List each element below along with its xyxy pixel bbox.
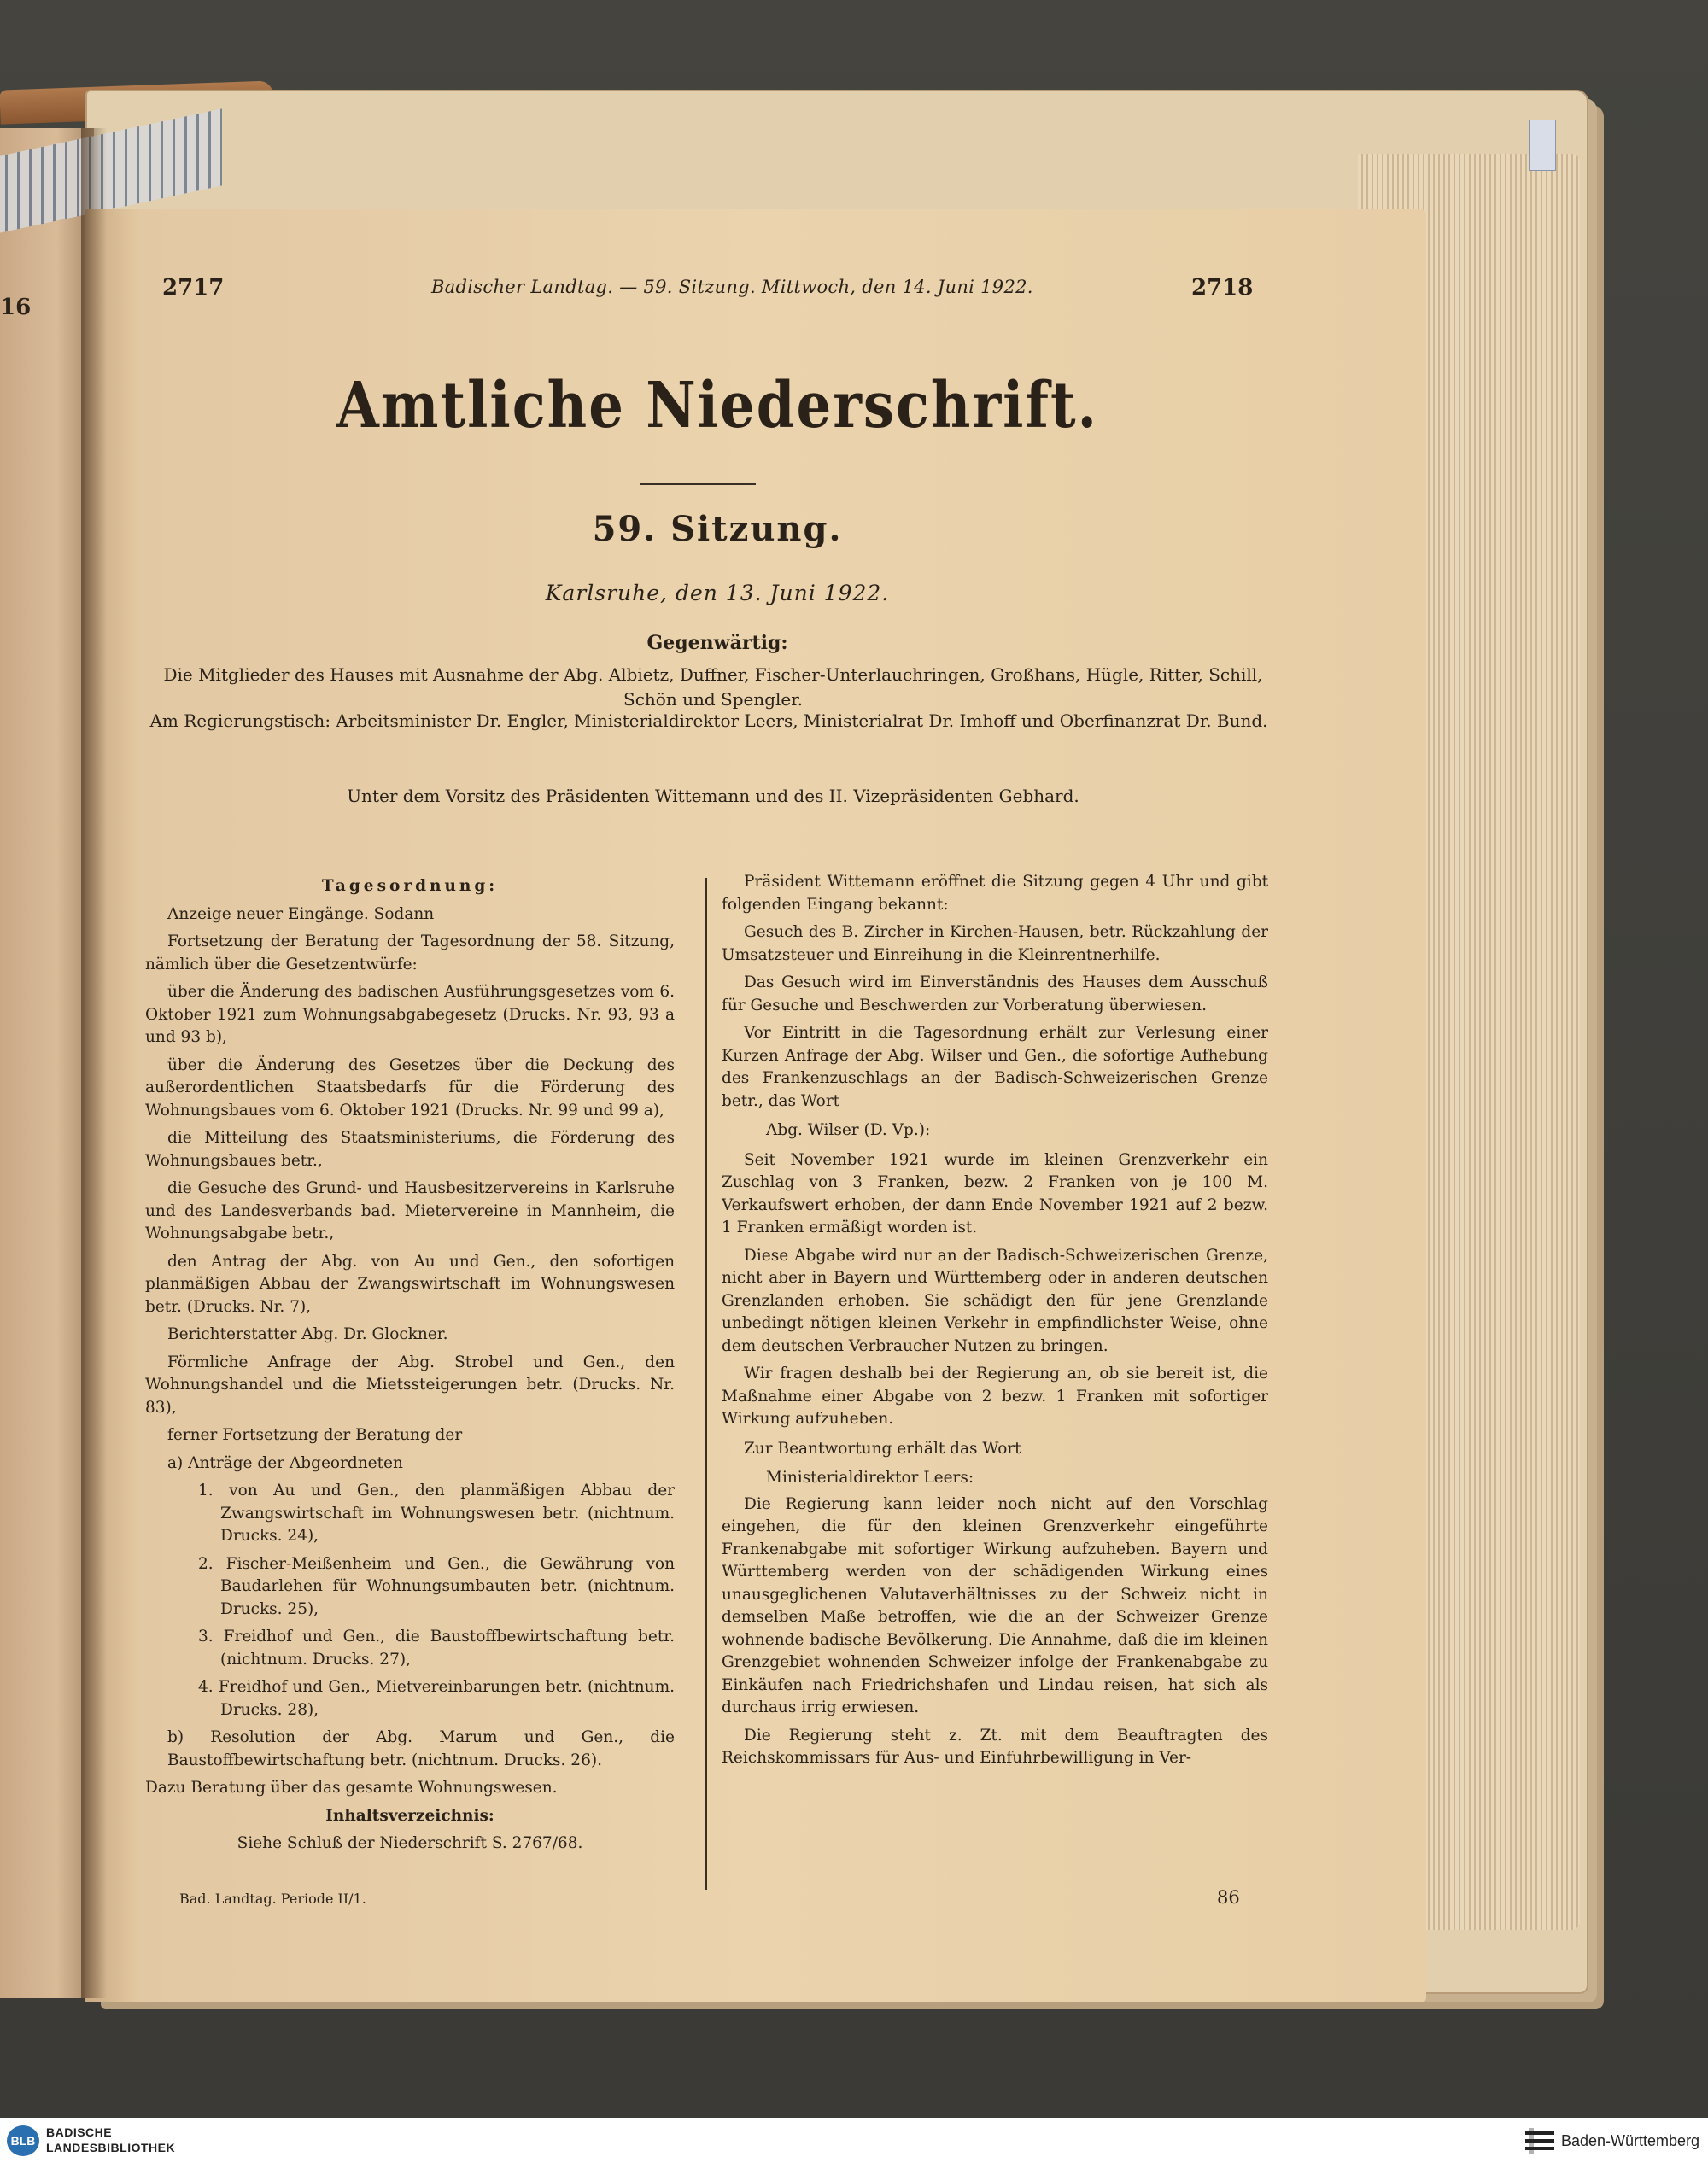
minutes-paragraph: Präsident Wittemann eröffnet die Sitzung gegen 4 Uhr und gibt folgenden Eingang bekannt:: [722, 873, 1268, 914]
agenda-paragraph: die Gesuche des Grund- und Hausbesitzervereins in Karlsruhe und des Landesverbands bad. Mietervereine in Mannheim, die Wohnungsabgabe betr.,: [145, 1179, 675, 1242]
agenda-paragraph: Berichterstatter Abg. Dr. Glockner.: [167, 1325, 448, 1343]
minutes-paragraph: Diese Abgabe wird nur an der Badisch-Schweizerischen Grenze, nicht aber in Bayern und Württemberg oder in anderen deutschen Grenzlanden erhoben. Sie schädigt den für jene Grenzlande unbedingt nötigen kleinen Verkehr in empfindlichster Weise, ohne dem deutschen Verbraucher Nutzen zu bringen.: [722, 1246, 1268, 1355]
minutes-paragraph: Das Gesuch wird im Einverständnis des Hauses dem Ausschuß für Gesuche und Beschwerden zur Vorberatung überwiesen.: [722, 973, 1268, 1014]
agenda-paragraph: über die Änderung des badischen Ausführungsgesetzes vom 6. Oktober 1921 zum Wohnungsabgabegesetz (Drucks. Nr. 93, 93 a und 93 b),: [145, 983, 675, 1046]
agenda-list-item: 3. Freidhof und Gen., die Baustoffbewirtschaftung betr. (nichtnum. Drucks. 27),: [198, 1628, 675, 1669]
agenda-list-item: 1. von Au und Gen., den planmäßigen Abbau der Zwangswirtschaft im Wohnungswesen betr. (nichtnum. Drucks. 24),: [198, 1482, 675, 1545]
page-number-right: 2718: [1191, 275, 1254, 301]
agenda-paragraph: ferner Fortsetzung der Beratung der: [167, 1426, 463, 1444]
page-number-left: 2717: [162, 275, 225, 301]
state-name: Baden-Württemberg: [1561, 2132, 1700, 2149]
right-column: [722, 871, 1268, 1775]
column-divider: [705, 878, 707, 1890]
agenda-paragraph: Anzeige neuer Eingänge. Sodann: [167, 904, 435, 923]
agenda-list-item: b) Resolution der Abg. Marum und Gen., die Baustoffbewirtschaftung betr. (nichtnum. Drucks. 26).: [167, 1728, 675, 1769]
session-heading: 59. Sitzung.: [592, 509, 843, 549]
minutes-paragraph: Die Regierung kann leider noch nicht auf den Vorschlag eingehen, die für den kleinen Grenzverkehr eingeführte Frankenabgabe mit sofortiger Wirkung aufzuheben. Bayern und Württemberg werden von der schädigenden Wirkung eines unausgeglichenen Valutaverhältnisses zu der Schweiz nicht in demselben Maße betroffen, wie die an der Schweizer Grenze wohnende badische Bevölkerung. Die Annahme, daß die im kleinen Grenzgebiet wohnenden Schweizer infolge der Frankenabgabe zu Einkäufen nach Friedrichshafen und Lindau reisen, hat sich als durchaus irrig erwiesen.: [722, 1494, 1268, 1716]
agenda-list-item: 2. Fischer-Meißenheim und Gen., die Gewährung von Baudarlehen für Wohnungsumbauten betr. (nichtnum. Drucks. 25),: [198, 1554, 675, 1618]
institution-name-line1: BADISCHE: [46, 2125, 113, 2139]
government-paragraph: Am Regierungstisch: Arbeitsminister Dr. Engler, Ministerialdirektor Leers, Ministerialrat Dr. Imhoff und Oberfinanzrat Dr. Bund.: [149, 710, 1268, 731]
running-title: Badischer Landtag. — 59. Sitzung. Mittwoch, den 14. Juni 1922.: [431, 277, 1033, 297]
minutes-paragraph: Vor Eintritt in die Tagesordnung erhält zur Verlesung einer Kurzen Anfrage der Abg. Wilser und Gen., die sofortige Aufhebung des Frankenzuschlags an der Badisch-Schweizerischen Grenze betr., das Wort: [722, 1024, 1268, 1110]
chair-paragraph: Unter dem Vorsitz des Präsidenten Wittemann und des II. Vizepräsidenten Gebhard.: [347, 786, 1079, 806]
agenda-paragraph: über die Änderung des Gesetzes über die Deckung des außerordentlichen Staatsbedarfs für die Förderung des Wohnungsbaues vom 6. Oktober 1921 (Drucks. Nr. 99 und 99 a),: [145, 1055, 675, 1119]
minutes-paragraph: Gesuch des B. Zircher in Kirchen-Hausen, betr. Rückzahlung der Umsatzsteuer und Einreihung in die Kleinrentnerhilfe.: [722, 923, 1268, 964]
state-coat-of-arms-icon: [1525, 2128, 1554, 2154]
minutes-paragraph: Seit November 1921 wurde im kleinen Grenzverkehr ein Zuschlag von 3 Franken, bezw. 2 Franken von je 100 M. Verkaufswert erhoben, der dann Ende November 1921 auf 2 bezw. 1 Franken ermäßigt worden ist.: [722, 1150, 1268, 1236]
institution-name-line2: LANDESBIBLIOTHEK: [46, 2141, 176, 2154]
toc-text: Siehe Schluß der Niederschrift S. 2767/68.: [237, 1834, 583, 1852]
agenda-list-heading: a) Anträge der Abgeordneten: [167, 1453, 403, 1472]
agenda-paragraph: Förmliche Anfrage der Abg. Strobel und Gen., den Wohnungshandel und die Mietssteigerungen betr. (Drucks. Nr. 83),: [145, 1353, 675, 1417]
agenda-paragraph: Dazu Beratung über das gesamte Wohnungswesen.: [145, 1779, 558, 1797]
agenda-heading: Tagesordnung:: [321, 877, 499, 895]
blb-logo-icon[interactable]: BLB: [7, 2125, 39, 2156]
print-signature: Bad. Landtag. Periode II/1.: [179, 1891, 366, 1907]
agenda-list-item: 4. Freidhof und Gen., Mietvereinbarungen betr. (nichtnum. Drucks. 28),: [198, 1678, 675, 1719]
agenda-paragraph: Fortsetzung der Beratung der Tagesordnung der 58. Sitzung, nämlich über die Gesetzentwürfe:: [145, 932, 675, 973]
bookmark-tab: [1529, 120, 1556, 171]
left-page-number-fragment: 16: [0, 295, 32, 320]
document-title: Amtliche Niederschrift.: [336, 369, 1098, 443]
toc-heading: Inhaltsverzeichnis:: [325, 1806, 494, 1825]
speaker-heading: Abg. Wilser (D. Vp.):: [766, 1121, 931, 1139]
minutes-paragraph: Wir fragen deshalb bei der Regierung an, ob sie bereit ist, die Maßnahme einer Abgabe von 2 bezw. 1 Franken mit sofortiger Wirkung aufzuheben.: [722, 1365, 1268, 1428]
title-rule: [640, 483, 756, 485]
agenda-paragraph: den Antrag der Abg. von Au und Gen., den sofortigen planmäßigen Abbau der Zwangswirtschaft im Wohnungswesen betr. (Drucks. Nr. 7),: [145, 1252, 675, 1316]
footer-bar: [0, 2118, 1708, 2163]
minutes-paragraph: Die Regierung steht z. Zt. mit dem Beauftragten des Reichskommissars für Aus- und Einfuhrbewilligung in Ver-: [722, 1726, 1268, 1767]
place-date: Karlsruhe, den 13. Juni 1922.: [545, 581, 890, 605]
sheet-number: 86: [1217, 1887, 1240, 1908]
members-paragraph: Die Mitglieder des Hauses mit Ausnahme der Abg. Albietz, Duffner, Fischer-Unterlauchringen, Großhans, Hügle, Ritter, Schill, Schön und Spengler.: [163, 664, 1263, 710]
present-heading: Gegenwärtig:: [646, 632, 788, 654]
minutes-paragraph: Zur Beantwortung erhält das Wort: [744, 1439, 1021, 1458]
agenda-paragraph: die Mitteilung des Staatsministeriums, die Förderung des Wohnungsbaues betr.,: [145, 1129, 675, 1170]
speaker-heading: Ministerialdirektor Leers:: [766, 1469, 974, 1487]
left-column: [145, 875, 675, 1861]
